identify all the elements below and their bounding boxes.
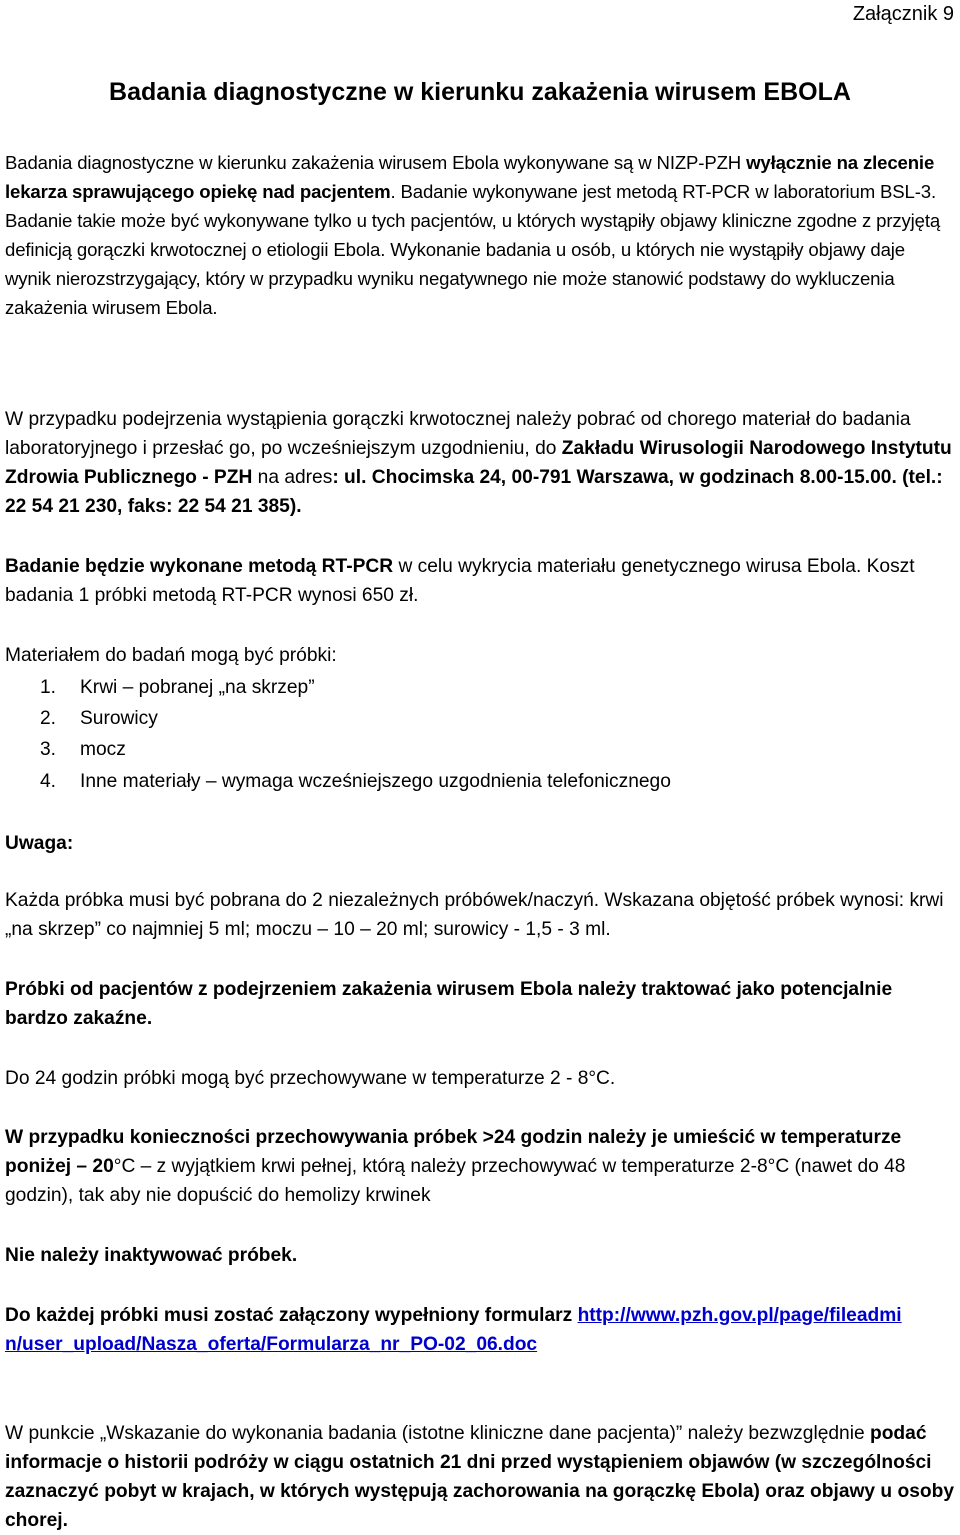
list-item: 2. Surowicy — [40, 708, 158, 729]
form-paragraph — [5, 1301, 905, 1359]
method-bold: Badanie będzie wykonane metodą RT-PCR — [5, 556, 394, 577]
list-item: 1. Krwi – pobranej „na skrzep” — [40, 677, 315, 698]
final-bold: podać informacje o historii podróży w ciągu ostatnich 21 dni przed wystąpieniem objawów (w szczególności zaznaczyć pobyt w krajach, w których występują zachorowania na gorączkę Ebola) oraz objawy u osoby chorej. — [5, 1423, 954, 1531]
volumes-paragraph: Każda próbka musi być pobrana do 2 niezależnych próbówek/naczyń. Wskazana objętość próbek wynosi: krwi „na skrzep” co najmniej 5 ml; moczu – 10 – 20 ml; surowicy - 1,5 - 3 ml. — [5, 890, 944, 940]
list-item: 3. mocz — [40, 739, 126, 760]
lab-name: Zakładu Wirusologii Narodowego Instytutu Zdrowia Publicznego - PZH — [5, 438, 952, 488]
long-storage-text: °C – z wyjątkiem krwi pełnej, którą należy przechowywać w temperaturze 2-8°C (nawet do 48 godzin), tak aby nie dopuścić do hemolizy krwinek — [5, 1156, 906, 1206]
lab-address: : ul. Chocimska 24, 00-791 Warszawa, w godzinach 8.00-15.00. (tel.: 22 54 21 230, faks: 22 54 21 385). — [5, 467, 943, 517]
sample-send-paragraph — [5, 405, 955, 521]
send-text-2: na adres — [252, 467, 333, 488]
materials-intro: Materiałem do badań mogą być próbki: — [5, 645, 337, 666]
storage-paragraph: Do 24 godzin próbki mogą być przechowywane w temperaturze 2 - 8°C. — [5, 1068, 616, 1089]
form-bold: Do każdej próbki musi zostać załączony wypełniony formularz — [5, 1305, 578, 1326]
intro-text-1: Badania diagnostyczne w kierunku zakażenia wirusem Ebola wykonywane są w NIZP-PZH — [5, 152, 747, 173]
intro-text-2: . Badanie wykonywane jest metodą RT-PCR w laboratorium BSL-3. Badanie takie może być wykonywane tylko u tych pacjentów, u których wystąpiły objawy kliniczne zgodne z przyjętą definicją gorączki krwotocznej o etiologii Ebola. Wykonanie badania u osób, u których nie wystąpiły objawy daje wynik nierozstrzygający, który w przypadku wyniku negatywnego nie może stanowić podstawy do wykluczenia zakażenia wirusem Ebola. — [5, 181, 941, 318]
intro-paragraph — [5, 148, 955, 322]
note-label: Uwaga: — [5, 833, 74, 854]
send-text-1: W przypadku podejrzenia wystąpienia gorączki krwotocznej należy pobrać od chorego materiał do badania laboratoryjnego i przesłać go, po wcześniejszym uzgodnieniu, do — [5, 409, 911, 459]
infectious-warning: Próbki od pacjentów z podejrzeniem zakażenia wirusem Ebola należy traktować jako potencjalnie bardzo zakaźne. — [5, 979, 893, 1029]
long-storage-bold: W przypadku konieczności przechowywania próbek >24 godzin należy je umieścić w temperaturze poniżej – 20 — [5, 1127, 902, 1177]
long-storage-paragraph — [5, 1123, 955, 1210]
intro-bold: wyłącznie na zlecenie lekarza sprawującego opiekę nad pacjentem — [5, 152, 935, 202]
method-paragraph — [5, 552, 955, 610]
final-paragraph — [5, 1419, 955, 1535]
attachment-number: Załącznik 9 — [852, 3, 954, 25]
method-text: w celu wykrycia materiału genetycznego wirusa Ebola. Koszt badania 1 próbki metodą RT-PCR wynosi 650 zł. — [5, 556, 915, 606]
form-link[interactable]: http://www.pzh.gov.pl/page/fileadmin/user_upload/Nasza_oferta/Formularza_nr_PO-02_06.doc — [5, 1305, 902, 1355]
final-text: W punkcie „Wskazanie do wykonania badania (istotne kliniczne dane pacjenta)” należy bezwzględnie — [5, 1423, 870, 1444]
list-item: 4. Inne materiały – wymaga wcześniejszego uzgodnienia telefonicznego — [40, 771, 671, 792]
no-inactivate-note: Nie należy inaktywować próbek. — [5, 1245, 298, 1266]
document-title: Badania diagnostyczne w kierunku zakażenia wirusem EBOLA — [109, 78, 851, 106]
